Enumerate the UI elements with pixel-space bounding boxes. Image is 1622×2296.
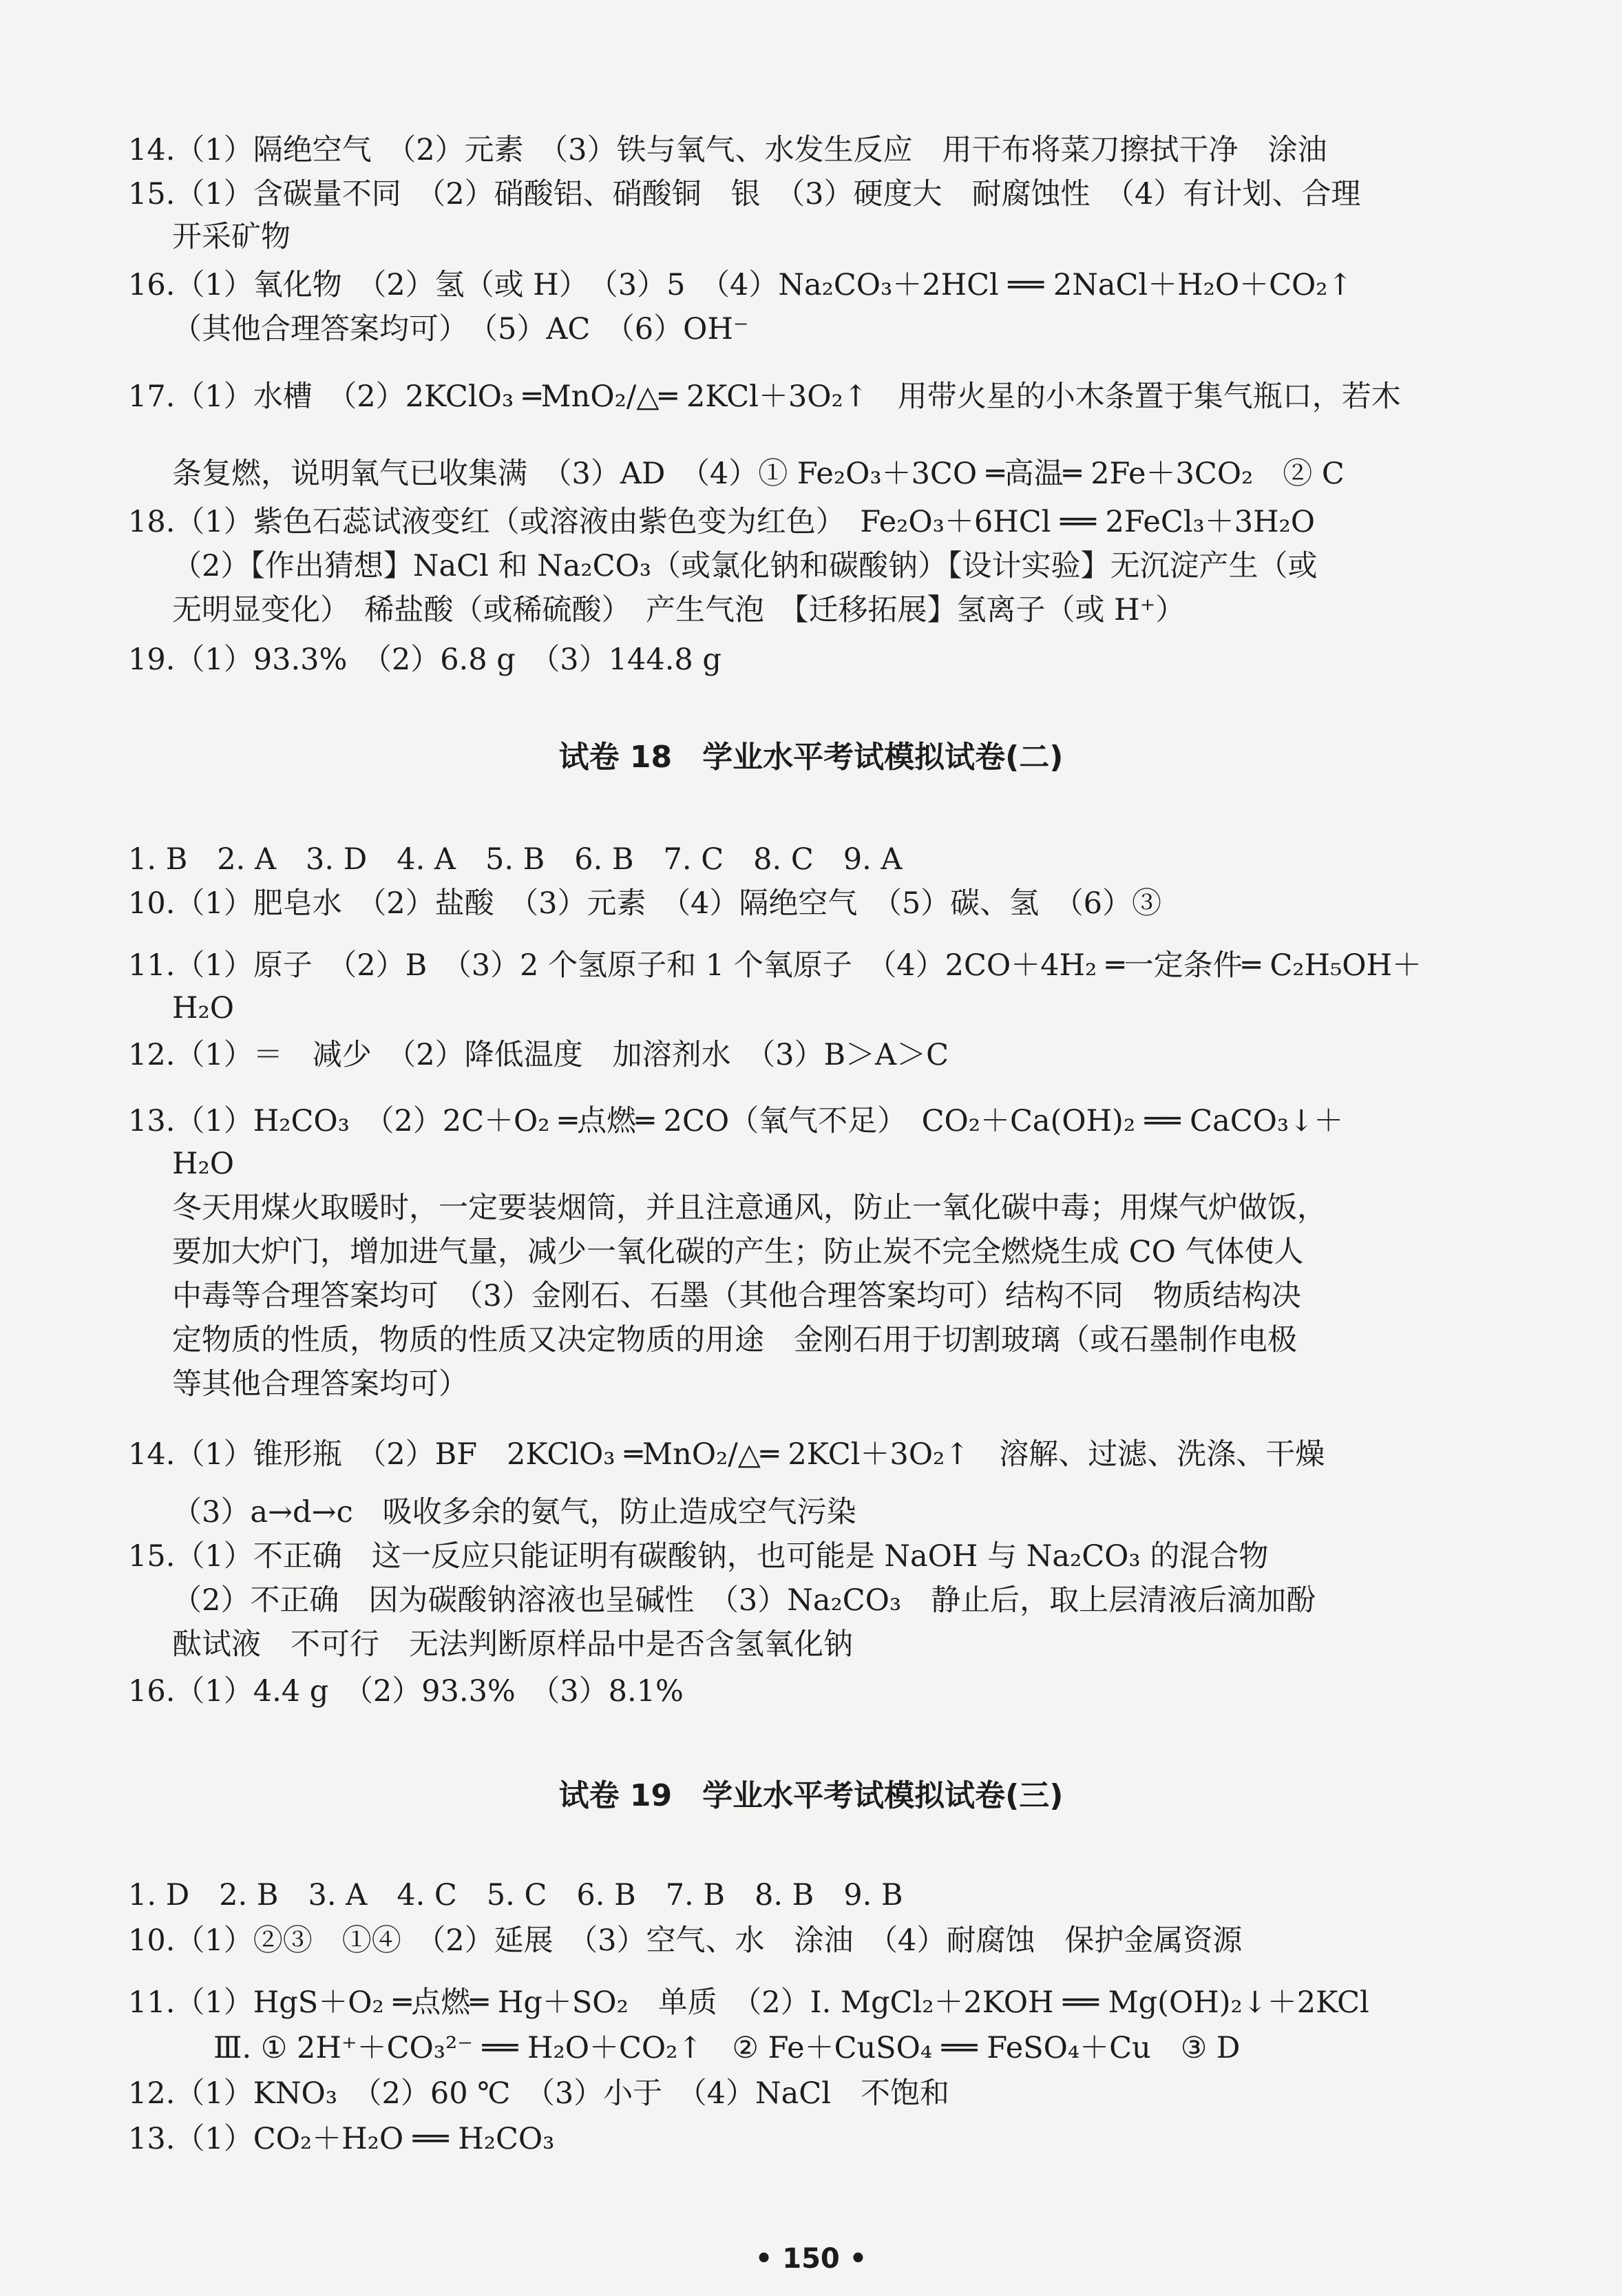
answer-line: 1. D 2. B 3. A 4. C 5. C 6. B 7. B 8. B 9. B	[128, 1878, 903, 1912]
answer-line: Ⅲ. ① 2H⁺＋CO₃²⁻ ══ H₂O＋CO₂↑ ② Fe＋CuSO₄ ══ FeSO₄＋Cu ③ D	[213, 2031, 1241, 2065]
answer-line: （其他合理答案均可） （5）AC （6）OH⁻	[172, 312, 749, 346]
answer-line: 10.（1）②③ ①④ （2）延展 （3）空气、水 涂油 （4）耐腐蚀 保护金属资源	[128, 1923, 1243, 1958]
answer-line: 15.（1）含碳量不同 （2）硝酸铝、硝酸铜 银 （3）硬度大 耐腐蚀性 （4）有计划、合理	[128, 177, 1361, 211]
answer-line: 16.（1）4.4 g （2）93.3% （3）8.1%	[128, 1674, 684, 1709]
answer-line: 无明显变化） 稀盐酸（或稀硫酸） 产生气泡 【迁移拓展】氢离子（或 H⁺）	[172, 593, 1186, 627]
answer-line: 开采矿物	[172, 220, 291, 254]
answer-line: 1. B 2. A 3. D 4. A 5. B 6. B 7. C 8. C 9. A	[128, 842, 903, 877]
answer-line: 19.（1）93.3% （2）6.8 g （3）144.8 g	[128, 643, 722, 677]
answer-line: 10.（1）肥皂水 （2）盐酸 （3）元素 （4）隔绝空气 （5）碳、氢 （6）③	[128, 886, 1162, 921]
answer-line: 18.（1）紫色石蕊试液变红（或溶液由紫色变为红色） Fe₂O₃＋6HCl ══ 2FeCl₃＋3H₂O	[128, 505, 1316, 539]
section-title-18: 试卷 18 学业水平考试模拟试卷(二)	[558, 740, 1064, 775]
answer-line: （2）不正确 因为碳酸钠溶液也呈碱性 （3）Na₂CO₃ 静止后，取上层清液后滴加酚	[172, 1583, 1316, 1618]
answer-line: 13.（1）H₂CO₃ （2）2C＋O₂ ═点燃═ 2CO（氧气不足） CO₂＋Ca(OH)₂ ══ CaCO₃↓＋	[128, 1104, 1344, 1138]
answer-line: 13.（1）CO₂＋H₂O ══ H₂CO₃	[128, 2122, 555, 2156]
answer-line: （3）a→d→c 吸收多余的氨气，防止造成空气污染	[172, 1495, 856, 1530]
answer-line: 14.（1）锥形瓶 （2）BF 2KClO₃ ═MnO₂/△═ 2KCl＋3O₂↑ 溶解、过滤、洗涤、干燥	[128, 1437, 1325, 1472]
page-number: • 150 •	[755, 2243, 867, 2275]
answer-line: 11.（1）HgS＋O₂ ═点燃═ Hg＋SO₂ 单质 （2）Ⅰ. MgCl₂＋2KOH ══ Mg(OH)₂↓＋2KCl	[128, 1985, 1369, 2020]
answer-line: 条复燃，说明氧气已收集满 （3）AD （4）① Fe₂O₃＋3CO ═高温═ 2Fe＋3CO₂ ② C	[172, 457, 1345, 491]
answer-line: 12.（1）KNO₃ （2）60 ℃ （3）小于 （4）NaCl 不饱和	[128, 2076, 949, 2111]
answer-line: H₂O	[172, 1147, 234, 1181]
answer-line: 14.（1）隔绝空气 （2）元素 （3）铁与氧气、水发生反应 用干布将菜刀擦拭干净 涂油	[128, 133, 1327, 167]
answer-line: 11.（1）原子 （2）B （3）2 个氢原子和 1 个氧原子 （4）2CO＋4H₂ ═一定条件═ C₂H₅OH＋	[128, 948, 1422, 983]
answer-line: 定物质的性质，物质的性质又决定物质的用途 金刚石用于切割玻璃（或石墨制作电极	[172, 1323, 1297, 1357]
answer-line: 17.（1）水槽 （2）2KClO₃ ═MnO₂/△═ 2KCl＋3O₂↑ 用带火星的小木条置于集气瓶口，若木	[128, 379, 1401, 414]
answer-line: 12.（1）＝ 减少 （2）降低温度 加溶剂水 （3）B＞A＞C	[128, 1038, 949, 1072]
answer-line: 15.（1）不正确 这一反应只能证明有碳酸钠，也可能是 NaOH 与 Na₂CO₃ 的混合物	[128, 1539, 1269, 1574]
answer-line: 等其他合理答案均可）	[172, 1367, 468, 1401]
answer-line: 冬天用煤火取暖时，一定要装烟筒，并且注意通风，防止一氧化碳中毒；用煤气炉做饭，	[172, 1191, 1327, 1225]
answer-line: 酞试液 不可行 无法判断原样品中是否含氢氧化钠	[172, 1627, 853, 1662]
answer-line: 16.（1）氧化物 （2）氢（或 H） （3）5 （4）Na₂CO₃＋2HCl ══ 2NaCl＋H₂O＋CO₂↑	[128, 268, 1353, 302]
answer-line: 中毒等合理答案均可 （3）金刚石、石墨（其他合理答案均可）结构不同 物质结构决	[172, 1279, 1301, 1313]
answer-line: H₂O	[172, 991, 234, 1025]
answer-line: （2）【作出猜想】NaCl 和 Na₂CO₃（或氯化钠和碳酸钠）【设计实验】无沉淀产生（或	[172, 549, 1318, 583]
section-title-19: 试卷 19 学业水平考试模拟试卷(三)	[558, 1778, 1064, 1813]
answer-line: 要加大炉门，增加进气量，减少一氧化碳的产生；防止炭不完全燃烧生成 CO 气体使人	[172, 1235, 1304, 1269]
